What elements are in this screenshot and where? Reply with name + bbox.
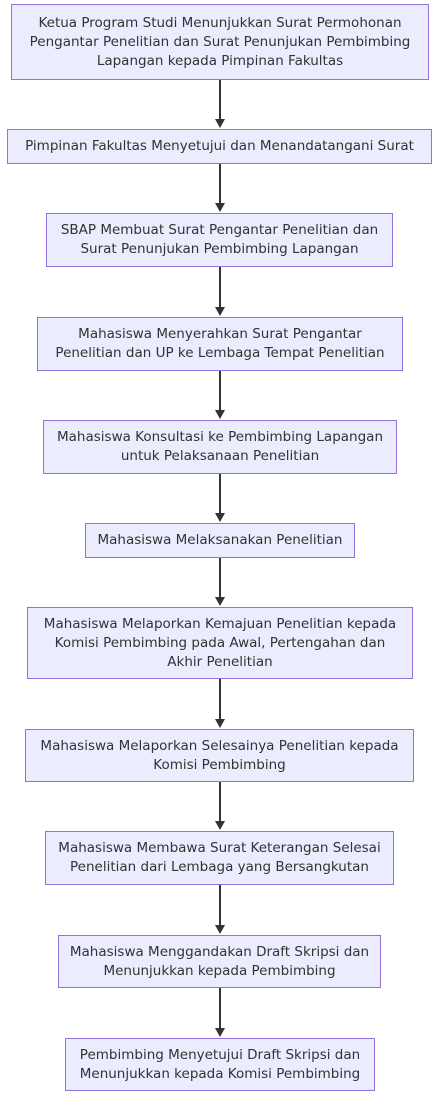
- flow-step-line: untuk Pelaksanaan Penelitian: [120, 448, 320, 464]
- flow-arrow-5: [215, 474, 225, 522]
- flow-arrow-4: [215, 371, 225, 419]
- flow-step-line: Mahasiswa Membawa Surat Keterangan Selesai: [58, 840, 381, 856]
- flow-step-line: Mahasiswa Melaporkan Selesainya Penelitian kepada: [40, 737, 399, 754]
- flow-step-line: Menunjukkan kepada Pembimbing: [103, 962, 336, 979]
- flow-step-label: [57, 428, 383, 466]
- flow-step-label: [97, 531, 342, 550]
- flow-step-line: Surat Penunjukan Pembimbing Lapangan: [80, 241, 359, 257]
- flow-step-label: [55, 325, 384, 363]
- flow-step-line: Akhir Penelitian: [167, 653, 273, 670]
- flow-step-line: Komisi Pembimbing: [153, 756, 286, 773]
- flow-arrow-7: [215, 679, 225, 728]
- flow-arrow-8: [215, 782, 225, 830]
- flow-step-label: [30, 14, 411, 71]
- arrow-head: [215, 719, 225, 728]
- flow-step-line: Menunjukkan kepada Komisi Pembimbing: [79, 1065, 361, 1082]
- flow-step-line: SBAP Membuat Surat Pengantar Penelitian dan: [60, 222, 379, 238]
- flow-step-10: [58, 935, 381, 988]
- flow-step-4: [37, 317, 403, 371]
- flow-step-line: Ketua Program Studi Menunjukkan Surat Permohonan: [38, 14, 402, 31]
- flow-step-1: [11, 4, 429, 80]
- flow-step-label: [44, 615, 396, 672]
- flow-step-label: [61, 221, 378, 259]
- flow-arrow-1: [215, 80, 225, 128]
- flow-step-line: Mahasiswa Konsultasi ke Pembimbing Lapangan: [57, 429, 383, 445]
- arrow-head: [215, 821, 225, 830]
- flow-arrow-10: [215, 988, 225, 1037]
- arrow-head: [215, 410, 225, 419]
- flow-arrow-2: [215, 164, 225, 212]
- arrow-head: [215, 597, 225, 606]
- flow-step-line: Mahasiswa Menggandakan Draft Skripsi dan: [69, 943, 370, 960]
- arrow-head: [215, 119, 225, 128]
- arrow-head: [215, 1028, 225, 1037]
- arrow-head: [215, 513, 225, 522]
- flow-step-line: Pimpinan Fakultas Menyetujui dan Menandatangani Surat: [25, 138, 414, 154]
- flow-step-label: [40, 737, 398, 775]
- flow-step-label: [25, 137, 414, 156]
- flow-step-5: [43, 420, 397, 474]
- flow-step-8: [25, 729, 414, 782]
- flow-step-line: Pengantar Penelitian dan Surat Penunjukan Pembimbing: [29, 33, 411, 50]
- flow-step-label: [58, 839, 380, 877]
- flow-arrow-9: [215, 885, 225, 934]
- flow-step-label: [70, 943, 369, 981]
- arrow-head: [215, 203, 225, 212]
- flow-step-line: Komisi Pembimbing pada Awal, Pertengahan dan: [54, 634, 386, 651]
- arrow-head: [215, 925, 225, 934]
- flow-step-line: Mahasiswa Menyerahkan Surat Pengantar: [78, 326, 362, 342]
- flow-step-2: [7, 129, 432, 164]
- flow-step-line: Pembimbing Menyetujui Draft Skripsi dan: [79, 1046, 361, 1063]
- flow-arrow-6: [215, 558, 225, 606]
- flow-step-line: Penelitian dan UP ke Lembaga Tempat Penelitian: [55, 345, 385, 361]
- flow-step-line: Mahasiswa Melaporkan Kemajuan Penelitian kepada: [43, 615, 397, 632]
- flow-step-label: [80, 1046, 361, 1084]
- flow-step-7: [27, 607, 413, 679]
- flow-step-9: [45, 831, 394, 885]
- arrow-head: [215, 307, 225, 316]
- flow-step-6: [85, 523, 355, 558]
- flow-step-11: [65, 1038, 375, 1091]
- flow-arrow-3: [215, 267, 225, 316]
- flow-step-line: Penelitian dari Lembaga yang Bersangkutan: [70, 859, 369, 875]
- flow-step-3: [46, 213, 393, 267]
- flow-step-line: Lapangan kepada Pimpinan Fakultas: [96, 52, 344, 69]
- flow-step-line: Mahasiswa Melaksanakan Penelitian: [97, 532, 343, 548]
